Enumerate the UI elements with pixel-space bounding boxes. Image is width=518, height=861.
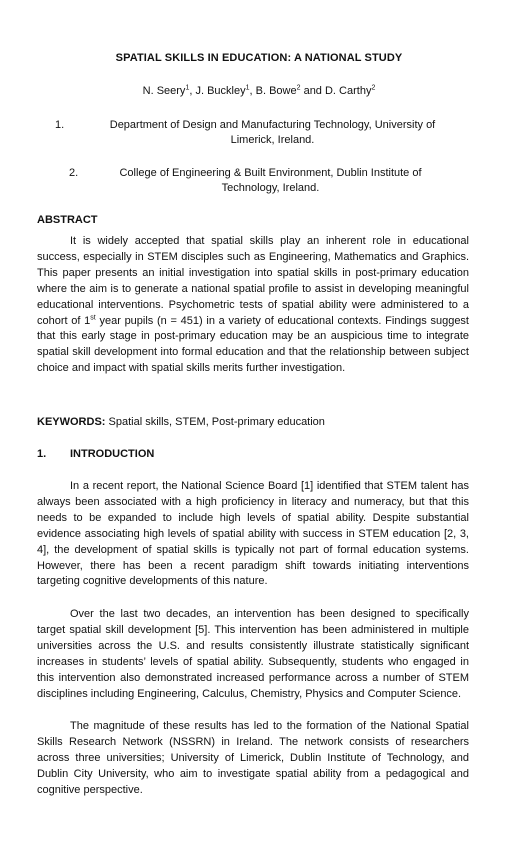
author-conjunction: and xyxy=(300,85,325,97)
section-number: 1. xyxy=(37,448,47,460)
affiliation-line: College of Engineering & Built Environment, Dublin Institute of xyxy=(119,167,422,179)
affiliation-marker: 2 xyxy=(371,84,376,92)
section-heading: INTRODUCTION xyxy=(70,448,155,460)
paper-title: SPATIAL SKILLS IN EDUCATION: A NATIONAL STUDY xyxy=(115,52,403,64)
abstract-text: year pupils (n = 451) in a variety of educational contexts. Findings suggest that this early stage in post-primary education may be an auspicious time to integrate spatial skill development into formal education and that the relationship between subject choice and impact with spatial skills merits further investigation. xyxy=(37,314,469,375)
affiliation-marker: 2 xyxy=(296,84,301,92)
keywords-text: Spatial skills, STEM, Post-primary education xyxy=(105,416,325,428)
abstract-text: It is widely accepted that spatial skills play an inherent role in educational success, especially in STEM disciples such as Engineering, Mathematics and Graphics. This paper presents an initial investigation into spatial skills in post-primary education where the aim is to generate a national spatial profile to assist in developing meaningful educational interventions. Psychometric tests of spatial ability were administered to a cohort of 1 xyxy=(37,235,469,327)
affiliation-marker: 1 xyxy=(245,84,250,92)
affiliation-line: Limerick, Ireland. xyxy=(230,134,315,146)
ordinal-suffix: st xyxy=(90,313,96,321)
affiliation-number: 2. xyxy=(69,167,79,179)
author-name: N. Seery xyxy=(142,85,186,97)
author-separator: , xyxy=(189,85,196,97)
affiliation-number: 1. xyxy=(55,119,65,131)
affiliation-text xyxy=(98,166,443,196)
author-list xyxy=(0,85,518,97)
keywords xyxy=(37,416,325,428)
author-name: J. Buckley xyxy=(195,85,246,97)
intro-paragraph: In a recent report, the National Science Board [1] identified that STEM talent has always been associated with a high proficiency in literacy and numeracy, but that this needs to be expanded to include high levels of spatial ability. Despite substantial evidence associating high levels of spatial ability with success in STEM education [2, 3, 4], the development of spatial skills is typically not part of formal education systems. However, there has been a recent paradigm shift towards initiating interventions targeting cognitive developments of this nature. xyxy=(37,480,469,588)
abstract-heading: ABSTRACT xyxy=(37,214,98,226)
intro-paragraph: Over the last two decades, an intervention has been designed to specifically target spatial skill development [5]. This intervention has been administered in multiple universities across the U.S. and results consistently illustrate statistically significant increases in students’ levels of spatial ability. Subsequently, students who engaged in this intervention also demonstrated increased performance across a number of STEM disciplines including Engineering, Calculus, Chemistry, Physics and Computer Science. xyxy=(37,608,469,700)
affiliation-1 xyxy=(0,118,518,150)
affiliation-2 xyxy=(0,166,518,198)
affiliation-marker: 1 xyxy=(185,84,190,92)
abstract-body xyxy=(37,234,469,377)
affiliation-text xyxy=(85,118,460,148)
keywords-label: KEYWORDS: xyxy=(37,416,106,428)
intro-paragraph: The magnitude of these results has led to the formation of the National Spatial Skills Research Network (NSSRN) in Ireland. The network consists of researchers across three universities; University of Limerick, Dublin Institute of Technology, and Dublin City University, who aim to investigate spatial ability from a pedagogical and cognitive perspective. xyxy=(37,720,469,796)
affiliation-line: Department of Design and Manufacturing Technology, University of xyxy=(109,119,436,131)
author-separator: , xyxy=(249,85,256,97)
author-name: D. Carthy xyxy=(324,85,372,97)
affiliation-line: Technology, Ireland. xyxy=(221,182,320,194)
author-name: B. Bowe xyxy=(255,85,297,97)
